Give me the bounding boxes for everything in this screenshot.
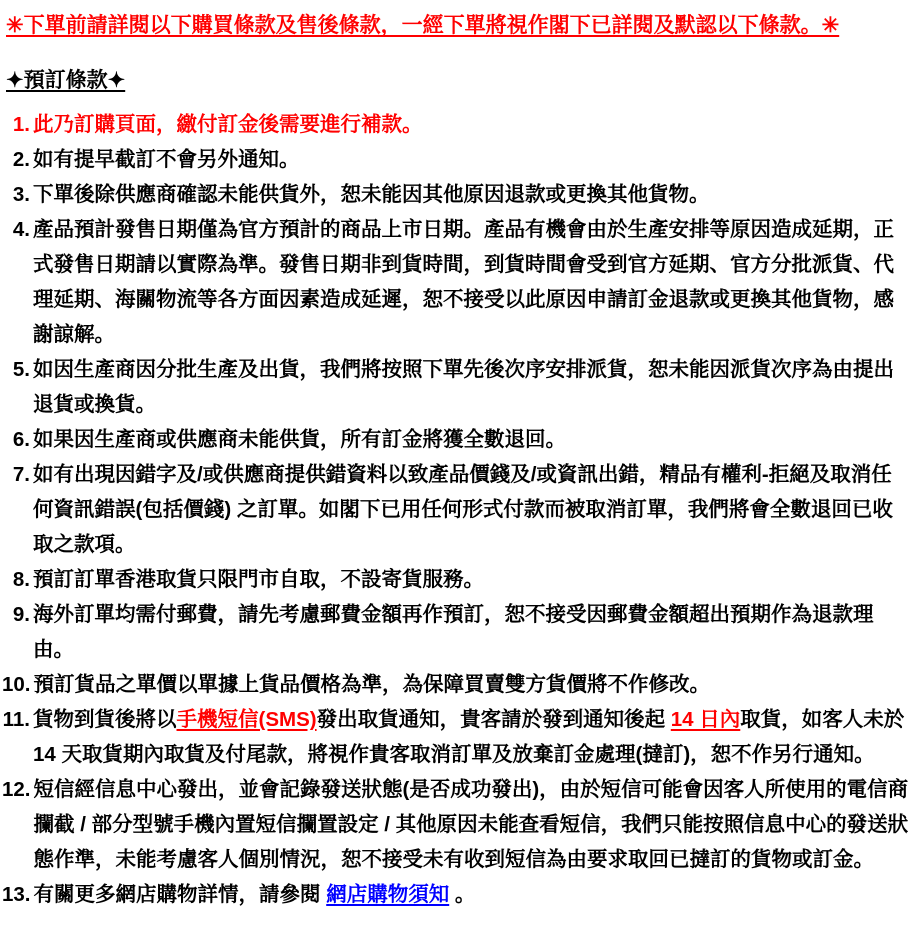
term-text-segment: 短信經信息中心發出，並會記錄發送狀態(是否成功發出)，由於短信可能會因客人所使用的電信商攔截 / 部分型號手機內置短信攔置設定 / 其他原因未能查看短信，我們只能按照信息中心的發送狀態作準，未能考慮客人個別情況，恕不接受未有收到短信為由要求取回已撻訂的貨物或訂金。 <box>33 778 909 871</box>
term-text <box>33 597 909 667</box>
term-text <box>33 177 909 212</box>
term-text <box>34 772 910 877</box>
term-number: 4. <box>12 218 30 241</box>
term-item-10 <box>2 667 909 702</box>
term-text-segment: 取貨，如客人未於 14 天取貨期內取貨及付尾款，將視作貴客取消訂單及放棄訂金處理(撻訂)，恕不作另行通知。 <box>33 708 905 766</box>
term-item-11 <box>2 702 909 772</box>
term-text-segment: 此乃訂購頁面，繳付訂金後需要進行補款。 <box>33 113 423 136</box>
term-text-segment: 如有出現因錯字及/或供應商提供錯資料以致產品價錢及/或資訊出錯，精品有權利-拒絕及取消任何資訊錯誤(包括價錢) 之訂單。如閣下已用任何形式付款而被取消訂單，我們將會全數退回已收取之款項。 <box>33 463 893 556</box>
term-text <box>33 457 909 562</box>
term-number: 10. <box>2 673 31 696</box>
term-item-1 <box>2 107 909 142</box>
term-item-13 <box>2 877 909 912</box>
term-item-6 <box>2 422 909 457</box>
term-text-segment: 預訂貨品之單價以單據上貨品價格為準，為保障買賣雙方貨價將不作修改。 <box>33 673 710 696</box>
term-text-segment: 預訂訂單香港取貨只限門市自取，不設寄貨服務。 <box>33 568 484 591</box>
term-number: 8. <box>12 568 30 591</box>
term-text <box>34 667 910 702</box>
term-item-4 <box>2 212 909 352</box>
term-item-3 <box>2 177 909 212</box>
term-text <box>33 562 909 597</box>
term-number: 3. <box>12 183 30 206</box>
term-item-12 <box>2 772 909 877</box>
term-item-2 <box>2 142 909 177</box>
term-text-segment: 如有提早截訂不會另外通知。 <box>33 148 300 171</box>
terms-list <box>2 107 909 912</box>
term-item-7 <box>2 457 909 562</box>
term-number: 1. <box>12 113 30 136</box>
term-text <box>33 142 909 177</box>
term-number: 9. <box>12 603 30 626</box>
term-text-segment: 如因生產商因分批生產及出貨，我們將按照下單先後次序安排派貨，恕未能因派貨次序為由提出退貨或換貨。 <box>33 358 894 416</box>
term-text <box>33 212 909 352</box>
term-number: 7. <box>12 463 30 486</box>
term-item-9 <box>2 597 909 667</box>
term-text-segment: 海外訂單均需付郵費，請先考慮郵費金額再作預訂，恕不接受因郵費金額超出預期作為退款理由。 <box>33 603 874 661</box>
term-text-segment: 產品預計發售日期僅為官方預計的商品上市日期。產品有機會由於生產安排等原因造成延期，正式發售日期請以實際為準。發售日期非到貨時間，到貨時間會受到官方延期、官方分批派貨、代理延期、海關物流等各方面因素造成延遲，恕不接受以此原因申請訂金退款或更換其他貨物，感謝諒解。 <box>33 218 894 346</box>
term-text <box>33 702 909 772</box>
term-text-segment: 發出取貨通知，貴客請於發到通知後起 <box>316 708 671 731</box>
term-number: 5. <box>12 358 30 381</box>
term-text <box>33 107 909 142</box>
store-shopping-notice-link[interactable]: 網店購物須知 <box>326 883 450 906</box>
term-item-8 <box>2 562 909 597</box>
term-number: 12. <box>2 778 31 801</box>
term-text <box>33 422 909 457</box>
term-text-segment: 。 <box>449 883 476 906</box>
term-text-segment: 貨物到貨後將以 <box>33 708 177 731</box>
term-text-segment: 如果因生產商或供應商未能供貨，所有訂金將獲全數退回。 <box>33 428 566 451</box>
term-text <box>34 877 910 912</box>
term-number: 6. <box>12 428 30 451</box>
term-number: 2. <box>12 148 30 171</box>
term-text <box>33 352 909 422</box>
purchase-notice-header: ✳下單前請詳閱以下購買條款及售後條款，一經下單將視作閣下已詳閱及默認以下條款。✳ <box>6 14 840 37</box>
term-number: 11. <box>2 708 30 731</box>
term-text-segment: 手機短信(SMS) <box>176 708 317 731</box>
preorder-terms-title: ✦預訂條款✦ <box>6 69 126 92</box>
term-text-segment: 下單後除供應商確認未能供貨外，恕未能因其他原因退款或更換其他貨物。 <box>33 183 710 206</box>
term-text-segment: 有關更多網店購物詳情，請參閱 <box>33 883 327 906</box>
term-text-segment: 14 日內 <box>670 708 741 731</box>
term-number: 13. <box>2 883 31 906</box>
term-item-5 <box>2 352 909 422</box>
